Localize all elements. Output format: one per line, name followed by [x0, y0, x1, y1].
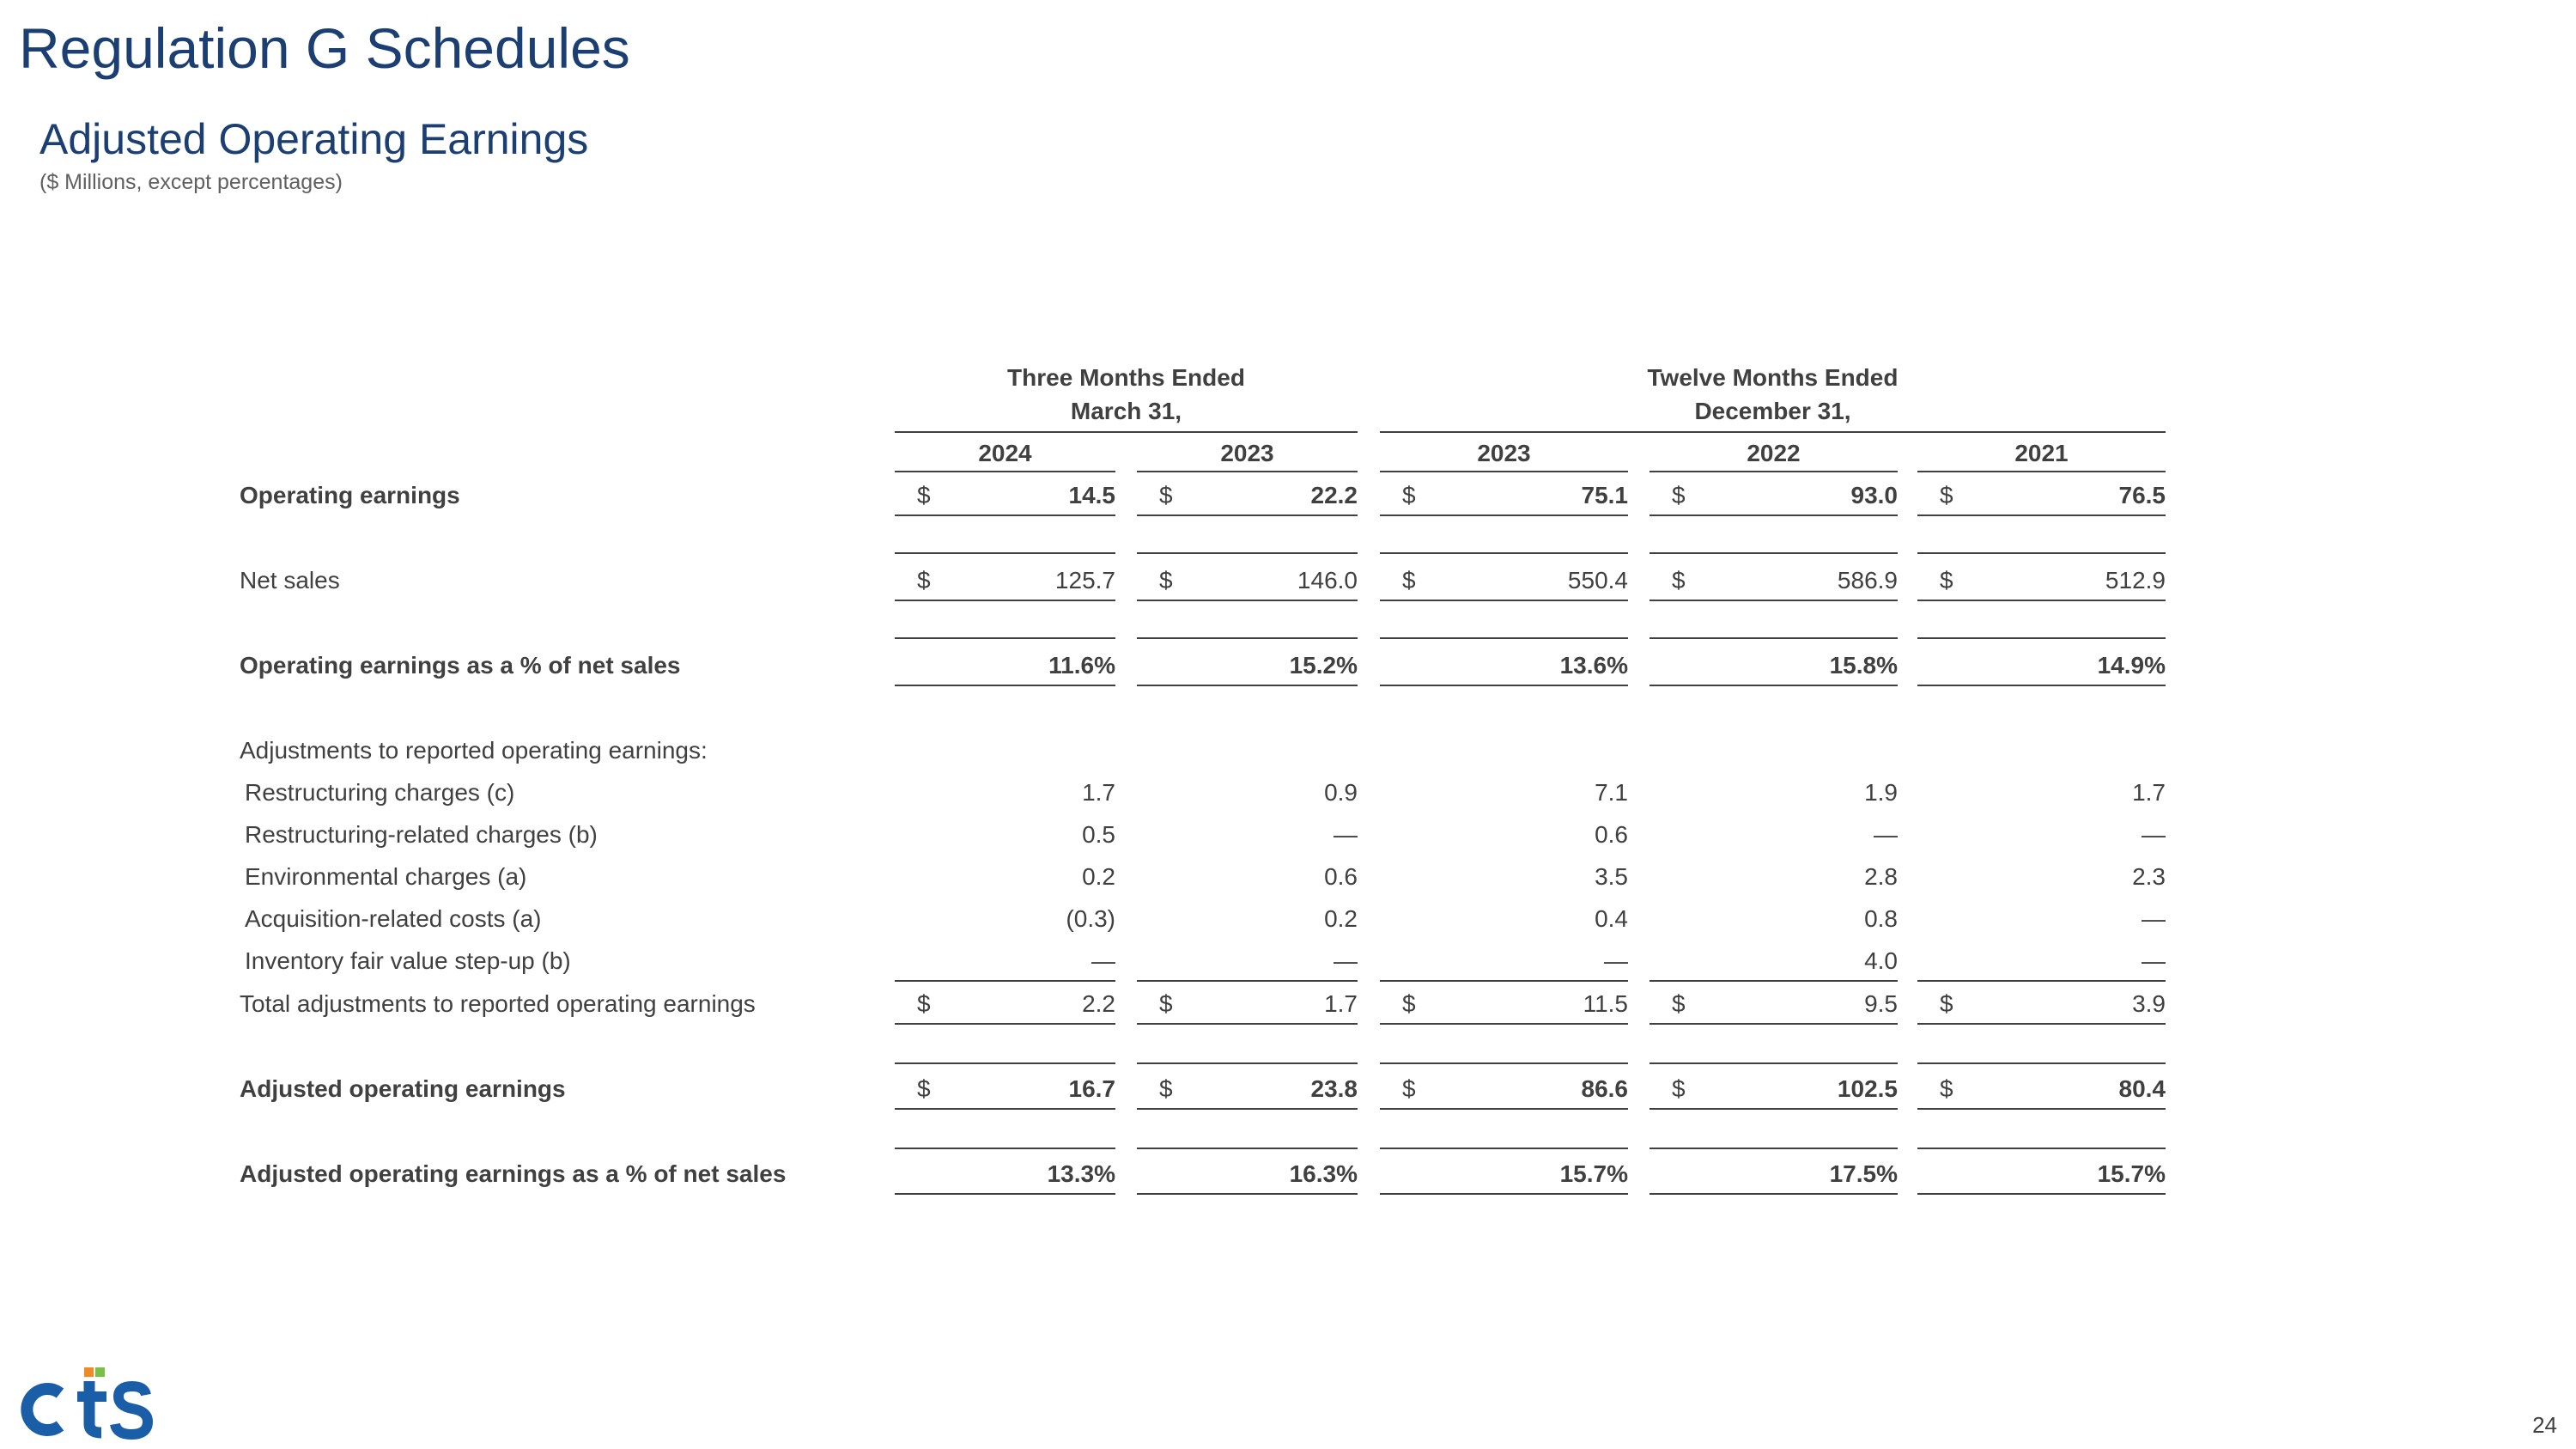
currency-symbol: $	[1672, 567, 1686, 594]
cell-value: 13.6%	[1559, 652, 1628, 679]
currency-symbol: $	[1940, 1075, 1953, 1102]
cell-value: 7.1	[1595, 779, 1628, 806]
cell-value: 2.8	[1864, 863, 1898, 890]
table-cell	[1380, 1154, 1628, 1195]
table-cell	[895, 772, 1115, 813]
row-separator	[1649, 637, 1898, 639]
table-cell	[895, 1154, 1115, 1195]
currency-symbol: $	[1940, 482, 1953, 508]
cell-value: —	[1091, 947, 1115, 974]
currency-symbol: $	[1672, 482, 1686, 508]
group-header-line: Three Months Ended	[1007, 364, 1245, 391]
cell-value: —	[2142, 821, 2166, 848]
row-separator	[1137, 1062, 1358, 1064]
cell-value: 75.1	[1581, 482, 1628, 508]
row-separator	[895, 1062, 1115, 1064]
table-cell	[1917, 560, 2166, 601]
table-cell	[1380, 983, 1628, 1025]
cell-value: —	[2142, 905, 2166, 932]
table-cell	[1380, 856, 1628, 898]
table-cell	[1649, 645, 1898, 686]
table-cell	[895, 475, 1115, 516]
row-separator	[1380, 1148, 1628, 1149]
table-cell	[1137, 941, 1358, 982]
cell-value: 146.0	[1297, 567, 1358, 594]
row-label: Acquisition-related costs (a)	[245, 905, 542, 932]
cell-value: 512.9	[2105, 567, 2166, 594]
table-cell	[1380, 898, 1628, 940]
group-header-line: December 31,	[1694, 398, 1851, 424]
table-cell	[1649, 941, 1898, 982]
table-cell	[1137, 560, 1358, 601]
table-cell	[895, 898, 1115, 940]
column-header: 2023	[1380, 436, 1628, 472]
cell-value: 0.2	[1324, 905, 1358, 932]
section-title: Adjusted Operating Earnings	[39, 115, 589, 163]
table-cell	[1649, 898, 1898, 940]
cell-value: 76.5	[2118, 482, 2166, 508]
row-label: Adjustments to reported operating earnings:	[240, 737, 708, 764]
cell-value: —	[1604, 947, 1628, 974]
cell-value: 4.0	[1864, 947, 1898, 974]
cell-value: 22.2	[1310, 482, 1358, 508]
currency-symbol: $	[1159, 1075, 1173, 1102]
group-header-rule	[895, 431, 1358, 433]
row-label: Restructuring-related charges (b)	[245, 821, 598, 848]
table-cell	[1137, 898, 1358, 940]
row-label: Environmental charges (a)	[245, 863, 527, 890]
row-label: Adjusted operating earnings as a % of net sales	[240, 1160, 787, 1187]
cell-value: 0.4	[1595, 905, 1628, 932]
cell-value: (0.3)	[1066, 905, 1115, 932]
cell-value: 3.9	[2132, 990, 2166, 1017]
table-cell	[1917, 645, 2166, 686]
currency-symbol: $	[1159, 990, 1173, 1017]
table-cell	[1917, 475, 2166, 516]
row-separator	[1649, 1148, 1898, 1149]
cell-value: 0.5	[1082, 821, 1115, 848]
currency-symbol: $	[1402, 567, 1416, 594]
row-separator	[1380, 1062, 1628, 1064]
group-header-line: March 31,	[1070, 398, 1182, 424]
table-cell	[1380, 772, 1628, 813]
cell-value: —	[1334, 947, 1358, 974]
table-cell	[1137, 1068, 1358, 1110]
row-separator	[1649, 1062, 1898, 1064]
table-cell	[1137, 645, 1358, 686]
cell-value: 1.9	[1864, 779, 1898, 806]
column-header: 2021	[1917, 436, 2166, 472]
table-cell	[895, 1068, 1115, 1110]
row-separator	[1380, 552, 1628, 554]
table-cell	[1917, 1068, 2166, 1110]
row-label: Adjusted operating earnings	[240, 1075, 566, 1102]
cell-value: 17.5%	[1829, 1160, 1898, 1187]
cell-value: 15.7%	[2097, 1160, 2166, 1187]
table-cell	[1649, 475, 1898, 516]
row-separator	[1137, 637, 1358, 639]
cell-value: 15.2%	[1289, 652, 1358, 679]
cell-value: 125.7	[1054, 567, 1115, 594]
table-cell	[1649, 856, 1898, 898]
table-cell	[1917, 898, 2166, 940]
row-separator	[1917, 1148, 2166, 1149]
table-cell	[1917, 814, 2166, 855]
cell-value: —	[2142, 947, 2166, 974]
cell-value: 0.6	[1595, 821, 1628, 848]
cell-value: 586.9	[1837, 567, 1898, 594]
group-header	[1380, 361, 2166, 428]
currency-symbol: $	[917, 567, 931, 594]
column-header: 2024	[895, 436, 1115, 472]
table-cell	[1917, 941, 2166, 982]
cell-value: 0.2	[1082, 863, 1115, 890]
row-label: Inventory fair value step-up (b)	[245, 947, 571, 974]
page-number: 24	[2532, 1412, 2557, 1438]
column-header: 2022	[1649, 436, 1898, 472]
cell-value: 11.5	[1583, 990, 1628, 1017]
section-subtitle: ($ Millions, except percentages)	[39, 170, 343, 194]
cell-value: —	[1334, 821, 1358, 848]
table-cell	[1380, 1068, 1628, 1110]
cell-value: 13.3%	[1047, 1160, 1115, 1187]
currency-symbol: $	[1159, 567, 1173, 594]
table-cell	[1917, 1154, 2166, 1195]
table-cell	[895, 941, 1115, 982]
table-cell	[1917, 983, 2166, 1025]
currency-symbol: $	[917, 482, 931, 508]
table-cell	[1137, 983, 1358, 1025]
cell-value: 14.5	[1068, 482, 1115, 508]
row-separator	[895, 637, 1115, 639]
table-cell	[1380, 560, 1628, 601]
table-cell	[1137, 772, 1358, 813]
table-cell	[895, 560, 1115, 601]
row-label: Total adjustments to reported operating earnings	[240, 990, 756, 1017]
table-cell	[1137, 475, 1358, 516]
row-separator	[1917, 637, 2166, 639]
table-cell	[1380, 475, 1628, 516]
row-separator	[895, 552, 1115, 554]
row-separator	[1649, 552, 1898, 554]
row-separator	[1380, 637, 1628, 639]
table-cell	[1649, 814, 1898, 855]
table-cell	[1649, 983, 1898, 1025]
table-cell	[895, 983, 1115, 1025]
currency-symbol: $	[1940, 567, 1953, 594]
currency-symbol: $	[917, 1075, 931, 1102]
cell-value: 1.7	[1324, 990, 1358, 1017]
cell-value: 16.7	[1068, 1075, 1115, 1102]
table-cell	[1649, 772, 1898, 813]
table-cell	[1137, 856, 1358, 898]
row-label: Operating earnings as a % of net sales	[240, 652, 681, 679]
cell-value: 3.5	[1595, 863, 1628, 890]
currency-symbol: $	[1672, 990, 1686, 1017]
cell-value: 1.7	[1082, 779, 1115, 806]
cell-value: 16.3%	[1289, 1160, 1358, 1187]
cell-value: 86.6	[1581, 1075, 1628, 1102]
cell-value: 80.4	[2118, 1075, 2166, 1102]
table-cell	[895, 645, 1115, 686]
currency-symbol: $	[1940, 990, 1953, 1017]
cell-value: 2.3	[2132, 863, 2166, 890]
cell-value: 23.8	[1310, 1075, 1358, 1102]
cell-value: 93.0	[1850, 482, 1898, 508]
currency-symbol: $	[917, 990, 931, 1017]
group-header	[895, 361, 1358, 428]
table-cell	[1380, 814, 1628, 855]
currency-symbol: $	[1159, 482, 1173, 508]
cell-value: —	[1874, 821, 1898, 848]
cell-value: 0.9	[1324, 779, 1358, 806]
table-cell	[1380, 941, 1628, 982]
table-cell	[1917, 772, 2166, 813]
cell-value: 102.5	[1837, 1075, 1898, 1102]
row-label: Restructuring charges (c)	[245, 779, 515, 806]
table-cell	[1137, 1154, 1358, 1195]
table-cell	[1917, 856, 2166, 898]
slide-title: Regulation G Schedules	[19, 16, 630, 80]
cell-value: 2.2	[1082, 990, 1115, 1017]
table-cell	[1649, 1154, 1898, 1195]
cell-value: 9.5	[1864, 990, 1898, 1017]
cell-value: 14.9%	[2097, 652, 2166, 679]
row-label: Net sales	[240, 567, 340, 594]
row-label: Operating earnings	[240, 482, 460, 508]
cts-logo	[15, 1357, 153, 1443]
table-cell	[895, 856, 1115, 898]
cell-value: 15.8%	[1829, 652, 1898, 679]
currency-symbol: $	[1672, 1075, 1686, 1102]
cell-value: 550.4	[1567, 567, 1628, 594]
column-header: 2023	[1137, 436, 1358, 472]
table-cell	[1649, 1068, 1898, 1110]
table-cell	[1137, 814, 1358, 855]
currency-symbol: $	[1402, 990, 1416, 1017]
table-cell	[895, 814, 1115, 855]
group-header-rule	[1380, 431, 2166, 433]
cell-value: 0.8	[1864, 905, 1898, 932]
table-cell	[1649, 560, 1898, 601]
group-header-line: Twelve Months Ended	[1647, 364, 1899, 391]
row-separator	[1137, 552, 1358, 554]
cell-value: 11.6%	[1048, 652, 1115, 679]
currency-symbol: $	[1402, 1075, 1416, 1102]
cell-value: 1.7	[2132, 779, 2166, 806]
row-separator	[1137, 1148, 1358, 1149]
currency-symbol: $	[1402, 482, 1416, 508]
cell-value: 15.7%	[1559, 1160, 1628, 1187]
row-separator	[895, 1148, 1115, 1149]
cell-value: 0.6	[1324, 863, 1358, 890]
table-cell	[1380, 645, 1628, 686]
row-separator	[1917, 552, 2166, 554]
row-separator	[1917, 1062, 2166, 1064]
